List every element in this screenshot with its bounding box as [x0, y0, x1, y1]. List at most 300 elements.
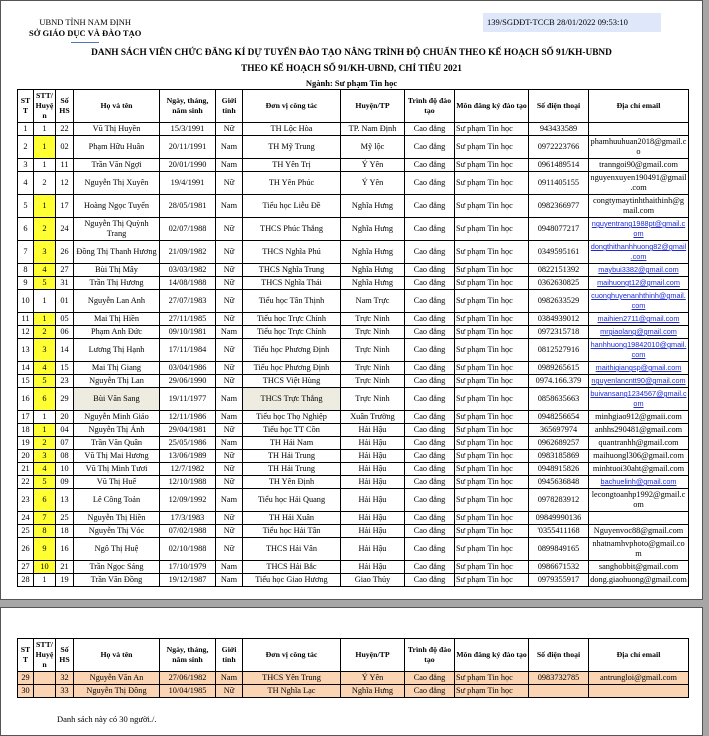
cell-subject: Sư phạm Tin học: [455, 476, 529, 489]
cell-name: Trần Văn Ngợi: [74, 159, 160, 172]
cell-huyen-stt: 1: [34, 136, 56, 159]
cell-stt: 19: [18, 437, 34, 450]
cell-level: Cao đẳng: [405, 241, 455, 264]
cell-unit: THCS Việt Hùng: [243, 375, 341, 388]
cell-level: Cao đẳng: [405, 437, 455, 450]
cell-name: Bùi Thị Mây: [74, 264, 160, 277]
cell-dob: 17/11/1984: [160, 339, 216, 362]
cell-unit: Tiểu học Phương Định: [243, 339, 341, 362]
cell-email[interactable]: nguyenlancntt90@gmail.com: [589, 375, 689, 388]
cell-dob: 12/7/1982: [160, 463, 216, 476]
cell-stt: 29: [18, 672, 34, 685]
cell-name: Phạm Anh Đức: [74, 326, 160, 339]
cell-name: Trần Văn Quân: [74, 437, 160, 450]
table-row: [18, 512, 689, 525]
cell-unit: TH Hải Trung: [243, 463, 341, 476]
document-page-2: [0, 607, 703, 736]
cell-gender: Nam: [216, 437, 243, 450]
cell-district: Nghĩa Hưng: [341, 264, 405, 277]
cell-so-hs: 14: [56, 339, 74, 362]
cell-district: Nghĩa Hưng: [341, 218, 405, 241]
cell-district: Hải Hậu: [341, 561, 405, 574]
cell-gender: Nam: [216, 388, 243, 411]
cell-unit: Tiểu học Hải Quang: [243, 489, 341, 512]
cell-phone: 365697974: [529, 424, 589, 437]
cell-unit: TH Nghĩa Lạc: [243, 685, 341, 698]
cell-unit: THCS Nghĩa Thái: [243, 277, 341, 290]
cell-phone: 0982366977: [529, 195, 589, 218]
cell-so-hs: 29: [56, 388, 74, 411]
cell-dob: 27/11/1985: [160, 313, 216, 326]
cell-subject: Sư phạm Tin học: [455, 241, 529, 264]
cell-dob: 19/12/1987: [160, 574, 216, 587]
cell-email[interactable]: mrgiaolang@gmail.com: [589, 326, 689, 339]
cell-unit: THCS Phúc Thắng: [243, 218, 341, 241]
cell-unit: TH Hải Nam: [243, 437, 341, 450]
cell-stt: 4: [18, 172, 34, 195]
cell-email: quantranhh@gmail.com: [589, 437, 689, 450]
cell-huyen-stt: 3: [34, 241, 56, 264]
cell-stt: 23: [18, 489, 34, 512]
cell-gender: Nam: [216, 574, 243, 587]
cell-subject: Sư phạm Tin học: [455, 424, 529, 437]
cell-huyen-stt: 3: [34, 450, 56, 463]
cell-subject: Sư phạm Tin học: [455, 685, 529, 698]
cell-stt: 28: [18, 574, 34, 587]
cell-so-hs: 23: [56, 375, 74, 388]
cell-email: nguyenxuyen190491@gmail.com: [589, 172, 689, 195]
cell-email[interactable]: maihien2711@gmail.com: [589, 313, 689, 326]
cell-stt: 17: [18, 411, 34, 424]
cell-district: Xuân Trường: [341, 411, 405, 424]
cell-phone: 0961489514: [529, 159, 589, 172]
column-header-phone: Số điện thoại: [529, 639, 589, 672]
cell-so-hs: 22: [56, 123, 74, 136]
cell-email[interactable]: maihuongt12@gmail.com: [589, 277, 689, 290]
cell-so-hs: 20: [56, 411, 74, 424]
cell-huyen-stt: 1: [34, 123, 56, 136]
cell-phone: 09849990136: [529, 512, 589, 525]
column-header-huyen-stt: STT/ Huyện: [34, 90, 56, 123]
org-underline: [71, 42, 99, 43]
cell-so-hs: 05: [56, 313, 74, 326]
cell-subject: Sư phạm Tin học: [455, 339, 529, 362]
cell-district: Nghĩa Hưng: [341, 277, 405, 290]
cell-stt: 30: [18, 685, 34, 698]
cell-name: Vũ Thị Mai Hương: [74, 450, 160, 463]
cell-level: Cao đẳng: [405, 450, 455, 463]
column-header-so-hs: Số HS: [56, 639, 74, 672]
cell-stt: 22: [18, 476, 34, 489]
document-stamp: 139/SGDĐT-TCCB 28/01/2022 09:53:10: [483, 13, 661, 32]
cell-name: Nguyễn Thị Đông: [74, 685, 160, 698]
table-row: [18, 277, 689, 290]
cell-district: Nghĩa Hưng: [341, 685, 405, 698]
cell-dob: 03/03/1982: [160, 264, 216, 277]
cell-huyen-stt: 2: [34, 172, 56, 195]
table-row: [18, 241, 689, 264]
cell-email: minhgiao912@gmaii.com: [589, 411, 689, 424]
cell-district: Ý Yên: [341, 172, 405, 195]
cell-district: Hải Hậu: [341, 512, 405, 525]
cell-stt: 21: [18, 463, 34, 476]
page-header: [1, 13, 702, 45]
cell-subject: Sư phạm Tin học: [455, 136, 529, 159]
cell-gender: Nữ: [216, 339, 243, 362]
cell-subject: Sư phạm Tin học: [455, 313, 529, 326]
table-row: [18, 362, 689, 375]
cell-gender: Nữ: [216, 290, 243, 313]
cell-subject: Sư phạm Tin học: [455, 437, 529, 450]
cell-district: Hải Hậu: [341, 463, 405, 476]
cell-level: Cao đẳng: [405, 388, 455, 411]
column-header-level: Trình độ đào tạo: [405, 639, 455, 672]
cell-unit: THCS Hải Vân: [243, 538, 341, 561]
cell-stt: 7: [18, 241, 34, 264]
cell-name: Vũ Thị Huế: [74, 476, 160, 489]
cell-level: Cao đẳng: [405, 411, 455, 424]
column-header-gender: Giới tính: [216, 639, 243, 672]
cell-huyen-stt: 1: [34, 313, 56, 326]
cell-district: Nam Trực: [341, 290, 405, 313]
cell-gender: Nữ: [216, 264, 243, 277]
candidates-table-continued: [17, 638, 689, 698]
cell-stt: 8: [18, 264, 34, 277]
table-row: [18, 463, 689, 476]
cell-so-hs: 33: [56, 685, 74, 698]
cell-level: Cao đẳng: [405, 195, 455, 218]
cell-dob: 29/04/1981: [160, 424, 216, 437]
cell-unit: TH Hải Trung: [243, 450, 341, 463]
cell-level: Cao đẳng: [405, 525, 455, 538]
cell-district: Hải Hậu: [341, 489, 405, 512]
cell-subject: Sư phạm Tin học: [455, 525, 529, 538]
column-header-subject: Môn đăng ký đào tạo: [455, 90, 529, 123]
cell-so-hs: 04: [56, 424, 74, 437]
cell-dob: 17/10/1979: [160, 561, 216, 574]
cell-email: [589, 512, 689, 525]
cell-subject: Sư phạm Tin học: [455, 512, 529, 525]
cell-name: Nguyễn Lan Anh: [74, 290, 160, 313]
cell-stt: 16: [18, 388, 34, 411]
cell-email: anhhs290481@gmail.com: [589, 424, 689, 437]
cell-phone: 0972223766: [529, 136, 589, 159]
column-header-dob: Ngày, tháng, năm sinh: [160, 90, 216, 123]
candidates-table: [17, 89, 689, 587]
cell-gender: Nữ: [216, 172, 243, 195]
cell-stt: 27: [18, 561, 34, 574]
cell-subject: Sư phạm Tin học: [455, 561, 529, 574]
column-header-huyen-stt: STT/ Huyện: [34, 639, 56, 672]
cell-so-hs: 24: [56, 218, 74, 241]
table-row: [18, 437, 689, 450]
cell-stt: 25: [18, 525, 34, 538]
cell-huyen-stt: 7: [34, 512, 56, 525]
cell-email: congtymaytinhthaithinh@gmail.com: [589, 195, 689, 218]
cell-stt: 6: [18, 218, 34, 241]
cell-stt: 24: [18, 512, 34, 525]
cell-gender: Nam: [216, 159, 243, 172]
cell-email[interactable]: maybui3382@gmail.com: [589, 264, 689, 277]
table-row: [18, 685, 689, 698]
cell-dob: 25/05/1986: [160, 437, 216, 450]
cell-huyen-stt: 2: [34, 326, 56, 339]
cell-so-hs: 16: [56, 538, 74, 561]
cell-stt: 12: [18, 326, 34, 339]
cell-phone: [529, 685, 589, 698]
cell-level: Cao đẳng: [405, 313, 455, 326]
cell-phone: 0983185869: [529, 450, 589, 463]
table-row: [18, 218, 689, 241]
cell-gender: Nam: [216, 195, 243, 218]
cell-huyen-stt: 1: [34, 424, 56, 437]
cell-huyen-stt: 5: [34, 277, 56, 290]
cell-subject: Sư phạm Tin học: [455, 264, 529, 277]
cell-subject: Sư phạm Tin học: [455, 159, 529, 172]
cell-phone: 0948256654: [529, 411, 589, 424]
cell-so-hs: 19: [56, 574, 74, 587]
cell-subject: Sư phạm Tin học: [455, 290, 529, 313]
cell-so-hs: 13: [56, 489, 74, 512]
cell-email: Nguyenvoc88@gmail.com: [589, 525, 689, 538]
column-header-dob: Ngày, tháng, năm sinh: [160, 639, 216, 672]
cell-unit: THCS Yên Trung: [243, 672, 341, 685]
cell-unit: TH Lộc Hòa: [243, 123, 341, 136]
cell-dob: 27/07/1983: [160, 290, 216, 313]
cell-unit: Tiểu học Hải Tân: [243, 525, 341, 538]
table-row: [18, 123, 689, 136]
cell-level: Cao đẳng: [405, 672, 455, 685]
cell-level: Cao đẳng: [405, 218, 455, 241]
cell-phone: 0978283912: [529, 489, 589, 512]
cell-so-hs: 17: [56, 195, 74, 218]
cell-level: Cao đẳng: [405, 424, 455, 437]
cell-level: Cao đẳng: [405, 463, 455, 476]
cell-dob: 20/11/1991: [160, 136, 216, 159]
cell-email[interactable]: maithigiangsp@gmail.com: [589, 362, 689, 375]
column-header-stt: ST T: [18, 90, 34, 123]
column-header-email: Địa chỉ email: [589, 90, 689, 123]
table-row: [18, 424, 689, 437]
table-row: [18, 411, 689, 424]
cell-so-hs: 01: [56, 290, 74, 313]
cell-subject: Sư phạm Tin học: [455, 538, 529, 561]
cell-unit: Tiểu học Liễu Đề: [243, 195, 341, 218]
cell-level: Cao đẳng: [405, 339, 455, 362]
cell-stt: 20: [18, 450, 34, 463]
cell-email[interactable]: bachuelinh@gmail.com: [589, 476, 689, 489]
cell-stt: 11: [18, 313, 34, 326]
table-row: [18, 574, 689, 587]
table-row: [18, 476, 689, 489]
cell-name: Vũ Thị Huyền: [74, 123, 160, 136]
cell-phone: 0974.166.379: [529, 375, 589, 388]
cell-name: Nguyễn Thị Quỳnh Trang: [74, 218, 160, 241]
cell-dob: 03/04/1986: [160, 362, 216, 375]
cell-unit: THCS Nghĩa Phú: [243, 241, 341, 264]
cell-dob: 12/09/1992: [160, 489, 216, 512]
cell-gender: Nữ: [216, 218, 243, 241]
cell-so-hs: 18: [56, 525, 74, 538]
column-header-district: Huyện/TP: [341, 639, 405, 672]
cell-stt: 15: [18, 375, 34, 388]
cell-dob: 19/4/1991: [160, 172, 216, 195]
cell-district: Hải Hậu: [341, 424, 405, 437]
cell-subject: Sư phạm Tin học: [455, 172, 529, 195]
cell-so-hs: 32: [56, 672, 74, 685]
cell-gender: Nữ: [216, 241, 243, 264]
cell-level: Cao đẳng: [405, 172, 455, 195]
cell-email: lecongtoanhp1992@gmail.com: [589, 489, 689, 512]
cell-unit: TH Yên Định: [243, 476, 341, 489]
cell-email[interactable]: hanhhuong19842010@gmail.com: [589, 339, 689, 362]
cell-huyen-stt: 4: [34, 463, 56, 476]
table-row: [18, 375, 689, 388]
table-row: [18, 195, 689, 218]
cell-email: dong.giaohuong@gmail.com: [589, 574, 689, 587]
column-header-gender: Giới tính: [216, 90, 243, 123]
cell-email: tranngoi90@gmail.com: [589, 159, 689, 172]
cell-name: Nguyễn Thị Hiền: [74, 512, 160, 525]
cell-stt: 5: [18, 195, 34, 218]
cell-level: Cao đẳng: [405, 476, 455, 489]
cell-huyen-stt: 10: [34, 561, 56, 574]
cell-phone: 0945636848: [529, 476, 589, 489]
cell-level: Cao đẳng: [405, 264, 455, 277]
cell-so-hs: 06: [56, 326, 74, 339]
cell-district: Trực Ninh: [341, 375, 405, 388]
cell-huyen-stt: [34, 685, 56, 698]
cell-so-hs: 07: [56, 437, 74, 450]
column-header-name: Họ và tên: [74, 639, 160, 672]
cell-phone: 0962689257: [529, 437, 589, 450]
cell-stt: 14: [18, 362, 34, 375]
cell-so-hs: 08: [56, 450, 74, 463]
cell-email[interactable]: nguyentrang1988pt@gmail.com: [589, 218, 689, 241]
cell-name: Phạm Hữu Huân: [74, 136, 160, 159]
cell-level: Cao đẳng: [405, 159, 455, 172]
footer-note: Danh sách này có 30 người./.: [57, 714, 157, 724]
document-title: DANH SÁCH VIÊN CHỨC ĐĂNG KÍ DỰ TUYỂN ĐÀO TẠO NÂNG TRÌNH ĐỘ CHUẨN THEO KẾ HOẠCH SỐ 91/KH-UBND: [91, 48, 612, 58]
cell-level: Cao đẳng: [405, 290, 455, 313]
cell-dob: 15/3/1991: [160, 123, 216, 136]
cell-stt: 10: [18, 290, 34, 313]
document-subtitle: THEO KẾ HOẠCH SỐ 91/KH-UBND, CHỈ TIÊU 2021: [241, 64, 462, 74]
cell-email[interactable]: buivansang1234567@gmail.com: [589, 388, 689, 411]
cell-stt: 1: [18, 123, 34, 136]
cell-unit: Tiểu học Trực Chính: [243, 313, 341, 326]
cell-email: sanghobbit@gmail.com: [589, 561, 689, 574]
cell-district: Hải Hậu: [341, 437, 405, 450]
cell-email: antrungloi@gmail.com: [589, 672, 689, 685]
cell-stt: 18: [18, 424, 34, 437]
cell-phone: 0384939012: [529, 313, 589, 326]
cell-dob: 09/10/1981: [160, 326, 216, 339]
cell-phone: 0972315718: [529, 326, 589, 339]
cell-gender: Nam: [216, 672, 243, 685]
cell-phone: 0983732785: [529, 672, 589, 685]
cell-level: Cao đẳng: [405, 375, 455, 388]
cell-name: Nguyễn Thị Xuyên: [74, 172, 160, 195]
cell-gender: Nữ: [216, 362, 243, 375]
cell-huyen-stt: 1: [34, 159, 56, 172]
cell-name: Lương Thị Hạnh: [74, 339, 160, 362]
table-row: [18, 339, 689, 362]
cell-level: Cao đẳng: [405, 685, 455, 698]
cell-name: Trần Văn Đồng: [74, 574, 160, 587]
table-row: [18, 672, 689, 685]
cell-level: Cao đẳng: [405, 326, 455, 339]
cell-phone: 0948077217: [529, 218, 589, 241]
cell-dob: 14/08/1988: [160, 277, 216, 290]
cell-subject: Sư phạm Tin học: [455, 672, 529, 685]
cell-huyen-stt: 6: [34, 489, 56, 512]
cell-district: Ý Yên: [341, 672, 405, 685]
org-line-1: UBND TỈNH NAM ĐỊNH: [39, 17, 131, 27]
cell-district: Trực Ninh: [341, 326, 405, 339]
cell-gender: Nam: [216, 411, 243, 424]
cell-huyen-stt: 1: [34, 195, 56, 218]
cell-gender: Nữ: [216, 476, 243, 489]
cell-huyen-stt: 5: [34, 375, 56, 388]
cell-so-hs: 11: [56, 159, 74, 172]
cell-district: Trực Ninh: [341, 339, 405, 362]
cell-so-hs: 25: [56, 512, 74, 525]
cell-gender: Nam: [216, 136, 243, 159]
table-row: [18, 172, 689, 195]
cell-gender: Nữ: [216, 512, 243, 525]
column-header-unit: Đơn vị công tác: [243, 90, 341, 123]
cell-district: Trực Ninh: [341, 362, 405, 375]
cell-name: Nguyễn Thị Ánh: [74, 424, 160, 437]
cell-name: Hoàng Ngọc Tuyển: [74, 195, 160, 218]
cell-subject: Sư phạm Tin học: [455, 195, 529, 218]
cell-phone: 0986671532: [529, 561, 589, 574]
column-header-name: Họ và tên: [74, 90, 160, 123]
cell-stt: 2: [18, 136, 34, 159]
cell-phone: 0982633529: [529, 290, 589, 313]
cell-so-hs: 15: [56, 362, 74, 375]
cell-email[interactable]: dongthithanhhuong82@gmail.com: [589, 241, 689, 264]
cell-huyen-stt: 3: [34, 339, 56, 362]
cell-stt: 13: [18, 339, 34, 362]
cell-huyen-stt: 4: [34, 264, 56, 277]
table-row: [18, 538, 689, 561]
cell-name: Ngô Thị Huệ: [74, 538, 160, 561]
cell-subject: Sư phạm Tin học: [455, 411, 529, 424]
cell-phone: 0989265615: [529, 362, 589, 375]
cell-name: Nguyễn Minh Giáo: [74, 411, 160, 424]
cell-so-hs: 26: [56, 241, 74, 264]
table-row: [18, 489, 689, 512]
cell-name: Nguyễn Thị Lan: [74, 375, 160, 388]
cell-huyen-stt: 2: [34, 437, 56, 450]
cell-unit: TH Yên Phúc: [243, 172, 341, 195]
cell-gender: Nữ: [216, 525, 243, 538]
cell-unit: Tiểu học Phương Định: [243, 362, 341, 375]
cell-unit: Tiểu học Giao Hương: [243, 574, 341, 587]
cell-subject: Sư phạm Tin học: [455, 489, 529, 512]
cell-district: Hải Hậu: [341, 525, 405, 538]
cell-subject: Sư phạm Tin học: [455, 277, 529, 290]
cell-so-hs: 12: [56, 172, 74, 195]
table-row: [18, 313, 689, 326]
cell-email[interactable]: cuonghuyenanhthinh@gmail.com: [589, 290, 689, 313]
cell-phone: 0822151392: [529, 264, 589, 277]
cell-so-hs: 27: [56, 264, 74, 277]
cell-dob: 13/06/1989: [160, 450, 216, 463]
cell-subject: Sư phạm Tin học: [455, 362, 529, 375]
